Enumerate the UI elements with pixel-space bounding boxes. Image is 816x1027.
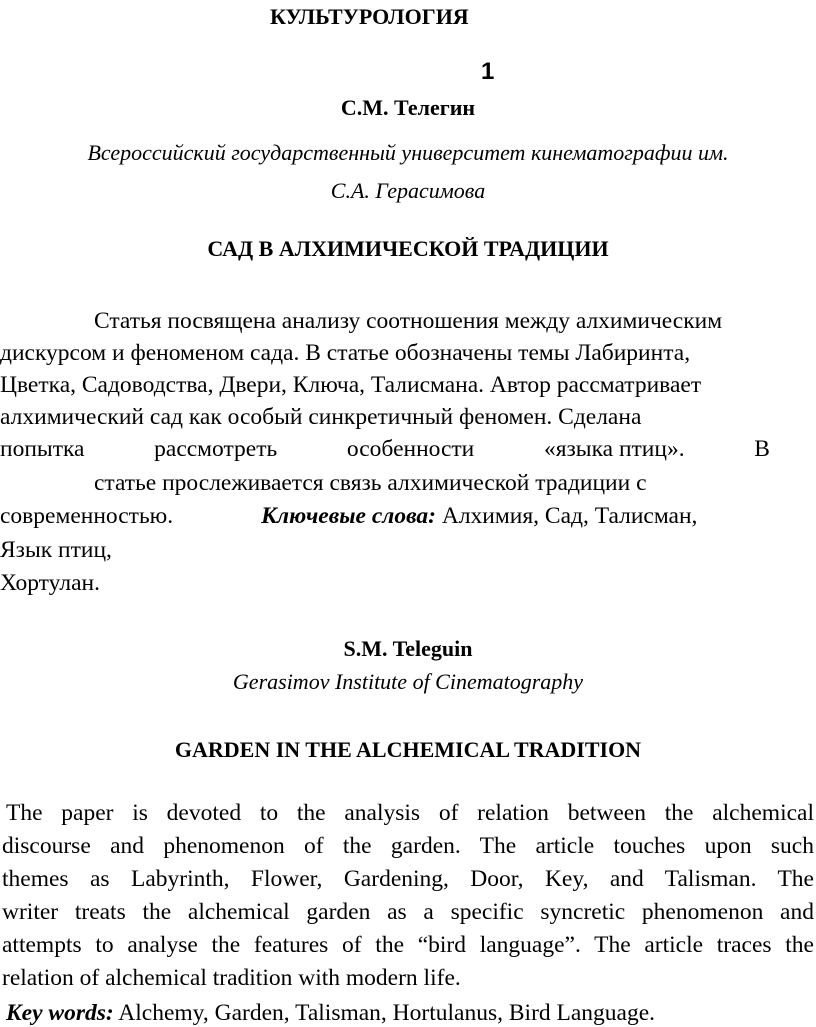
abstract-en-line: relation of alchemical tradition with modern life. (2, 965, 461, 991)
abstract-ru-line (0, 503, 697, 530)
keywords-ru-cont: Хортулан. (0, 570, 100, 596)
abstract-ru-word: «языка птиц». (543, 436, 685, 462)
keywords-label-ru: Ключевые слова: (261, 503, 436, 529)
keywords-en-line (6, 1000, 655, 1027)
abstract-en-line: writer treats the alchemical garden as a specific syncretic phenomenon and (2, 899, 814, 925)
article-title-ru: САД В АЛХИМИЧЕСКОЙ ТРАДИЦИИ (207, 236, 609, 261)
abstract-ru-line: статье прослеживается связь алхимической традиции с (94, 470, 647, 496)
keywords-label-en: Key words: (6, 1000, 114, 1026)
author-ru: С.М. Телегин (340, 95, 476, 120)
abstract-ru-line: дискурсом и феноменом сада. В статье обозначены темы Лабиринта, (0, 340, 691, 366)
abstract-en-line: attempts to analyse the features of the “bird language”. The article traces the (2, 932, 814, 958)
section-heading: КУЛЬТУРОЛОГИЯ (270, 4, 469, 29)
keywords-en: Alchemy, Garden, Talisman, Hortulanus, Bird Language. (113, 1000, 656, 1026)
page-number: 1 (481, 58, 495, 85)
keywords-ru: Алхимия, Сад, Талисман, (435, 503, 698, 529)
article-title-en: GARDEN IN THE ALCHEMICAL TRADITION (174, 737, 642, 762)
author-en: S.M. Teleguin (343, 636, 473, 661)
abstract-ru-word: попытка (0, 436, 85, 462)
affiliation-en: Gerasimov Institute of Cinematography (232, 669, 584, 694)
affiliation-ru-line2: С.А. Герасимова (330, 178, 486, 203)
abstract-en-line: The paper is devoted to the analysis of relation between the alchemical (6, 800, 814, 826)
abstract-ru-word: рассмотреть (154, 436, 278, 462)
keywords-ru-cont: Язык птиц, (0, 537, 112, 563)
abstract-ru-line: Статья посвящена анализу соотношения между алхимическим (94, 308, 723, 334)
abstract-en-line: themes as Labyrinth, Flower, Gardening, Door, Key, and Talisman. The (2, 866, 814, 892)
abstract-en-line: discourse and phenomenon of the garden. The article touches upon such (2, 833, 814, 859)
abstract-ru-line (0, 436, 770, 463)
abstract-ru-line: алхимический сад как особый синкретичный феномен. Сделана (0, 404, 642, 430)
affiliation-ru-line1: Всероссийский государственный университет кинематографии им. (87, 140, 729, 165)
abstract-ru-line: Цветка, Садоводства, Двери, Ключа, Талисмана. Автор рассматривает (0, 372, 702, 398)
abstract-ru-word: В (754, 436, 770, 462)
abstract-ru-text: современностью. (0, 503, 174, 529)
abstract-ru-word: особенности (346, 436, 475, 462)
